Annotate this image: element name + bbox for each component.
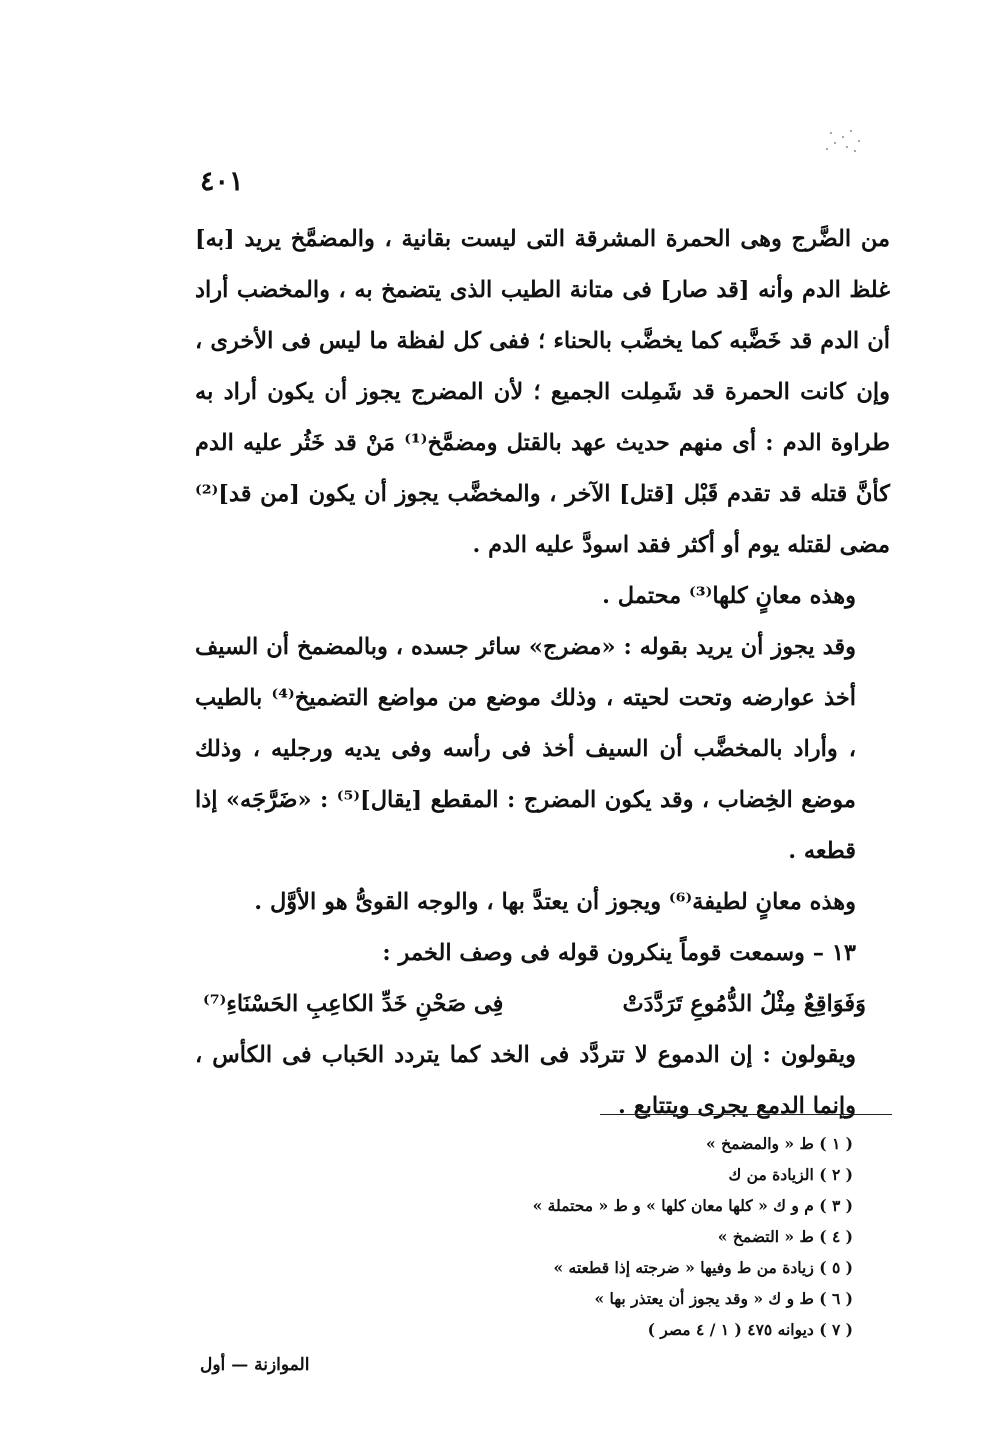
paragraph: وهذه معانٍ لطيفة⁽⁶⁾ ويجوز أن يعتدَّ بها ، والوجه القوىُّ هو الأوَّل . xyxy=(254,889,856,915)
verse-first-hemistich: وَفَوَاقِعٌ مِثْلُ الدُّمُوعِ تَرَدَّدَتْ xyxy=(622,991,866,1017)
footnote: ( ١ ) ط « والمضمخ » xyxy=(706,1134,853,1153)
footnote-divider xyxy=(600,1114,892,1115)
footnote: ( ٧ ) ديوانه ٤٧٥ ( ١ / ٤ مصر ) xyxy=(647,1320,853,1339)
paragraph: وقد يجوز أن يريد بقوله : «مضرج» سائر جسده ، وبالمضمخ أن السيف أخذ عوارضه وتحت لحيته ، وذلك موضع من مواضع التضميخ⁽⁴⁾ بالطيب ، وأراد بالمخضَّب أن السيف أخذ فى رأسه وفى يديه ورجليه ، وذلك موضع الخِضاب ، وقد يكون المضرج : المقطع [يقال]⁽⁵⁾ : «ضَرَّجَه» إذا قطعه . xyxy=(195,634,856,864)
verse-second-hemistich: فِى صَحْنِ خَدِّ الكاعِبِ الحَسْنَاءِ⁽⁷⁾ xyxy=(203,991,504,1017)
paragraph: وهذه معانٍ كلها⁽³⁾ محتمل . xyxy=(602,583,856,609)
footnote: ( ٥ ) زيادة من ط وفيها « ضرجته إذا قطعته » xyxy=(553,1258,853,1277)
poetry-verse xyxy=(195,979,890,1030)
page-number: ٤٠١ xyxy=(200,166,244,197)
footnote: ( ٤ ) ط « التضمخ » xyxy=(717,1227,853,1246)
scan-speckle xyxy=(820,128,870,156)
footnotes xyxy=(473,1128,853,1345)
paragraph: ويقولون : إن الدموع لا تتردَّد فى الخد كما يتردد الحَباب فى الكأس ، وإنما الدمع يجرى ويتتابع . xyxy=(195,1042,856,1119)
section-heading: ١٣ – وسمعت قوماً ينكرون قوله فى وصف الخمر : xyxy=(382,940,856,966)
signature-mark: الموازنة — أول xyxy=(200,1355,310,1375)
footnote: ( ٢ ) الزيادة من ك xyxy=(728,1165,853,1184)
main-text xyxy=(195,214,890,1132)
paragraph: من الضَّرج وهى الحمرة المشرقة التى ليست بقانية ، والمضمَّخ يريد [به] غلظ الدم وأنه [قد صار] فى متانة الطيب الذى يتضمخ به ، والمخضب أراد أن الدم قد خَضَّبه كما يخضَّب بالحناء ؛ ففى كل لفظة ما ليس فى الأخرى ، وإن كانت الحمرة قد شَمِلت الجميع ؛ لأن المضرج يجوز أن يكون أراد به طراوة الدم : أى منهم حديث عهد بالقتل ومضمَّخ⁽¹⁾ مَنْ قد خَثُر عليه الدم كأنَّ قتله قد تقدم قَبْل [قتل] الآخر ، والمخضَّب يجوز أن يكون [من قد]⁽²⁾ مضى لقتله يوم أو أكثر فقد اسودَّ عليه الدم . xyxy=(195,226,890,558)
footnote: ( ٦ ) ط و ك « وقد يجوز أن يعتذر بها » xyxy=(594,1289,853,1308)
footnote: ( ٣ ) م و ك « كلها معان كلها » و ط « محتملة » xyxy=(532,1196,853,1215)
